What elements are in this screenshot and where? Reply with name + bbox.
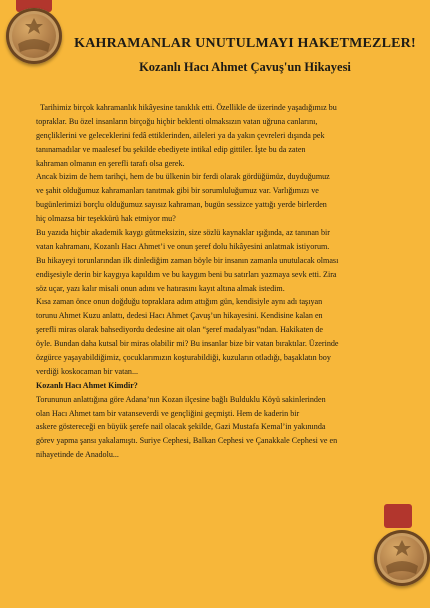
medal-icon xyxy=(370,492,430,608)
text-line: topraklar. Bu özel insanların birçoğu hiçbir beklenti olmaksızın vatan uğruna canlarını, xyxy=(36,116,318,126)
text-line: Torununun anlattığına göre Adana’nın Kozan ilçesine bağlı Bulduklu Köyü sakinlerinden xyxy=(36,394,326,404)
text-line: ve şahit olduğumuz kahramanları tanıtmak gibi bir sorumluluğumuz var. Varlığımızı ve xyxy=(36,186,319,196)
text-line: Bu hikayeyi torunlarından ilk dinlediğim zaman böyle bir insanın zamanla unutulacak olması xyxy=(36,255,339,265)
text-line: verdiği koskocaman bir vatan... xyxy=(36,366,139,376)
text-line: gençliklerini ve geleceklerini fedâ ettiklerinden, aileleri ya da yakın çevreleri dışında pek xyxy=(36,130,325,140)
text-line: Kısa zaman önce onun doğduğu topraklara adım attığım gün, kendisiyle aynı adı taşıyan xyxy=(36,297,323,307)
text-line: hiç olmazsa bir teşekkürü hak etmiyor mu? xyxy=(36,214,176,224)
text-line: görev yapma şansı yakalamıştı. Suriye Cephesi, Balkan Cephesi ve Çanakkale Cephesi ve en xyxy=(36,436,338,446)
medal-disc xyxy=(6,8,62,64)
text-line: nihayetinde de Anadolu... xyxy=(36,450,119,460)
text-line: özgürce yaşayabildiğimiz, çocuklarımızın koşturabildiği, kuzuların otladığı, başaklatın boy xyxy=(36,353,331,363)
text-line: askere göstereceği en büyük şerefe nail olacak şekilde, Gazi Mustafa Kemal’in yakınında xyxy=(36,422,326,432)
text-line: Ancak bizim de hem tarihçi, hem de bu ülkenin bir ferdi olarak gördüğümüz, duyduğumuz xyxy=(36,172,330,182)
text-line: bugünlerimizi borçlu olduğumuz sayısız kahraman, bugün sessizce yattığı yerde birlerden xyxy=(36,200,327,210)
article-body xyxy=(36,101,396,462)
page-title: KAHRAMANLAR UNUTULMAYI HAKETMEZLER! xyxy=(74,36,416,51)
text-line: öyle. Bundan daha kutsal bir miras olabilir mi? Bu insanlar bize bir vatan bıraktılar. Üzerinde xyxy=(36,339,339,349)
page-subtitle: Kozanlı Hacı Ahmet Çavuş'un Hikayesi xyxy=(139,60,351,74)
text-line: endişesiyle derin bir kaygıya kapıldım ve bu kaygım beni bu satırları yazmaya sevk etti. Zira xyxy=(36,269,337,279)
text-line: tanınamadılar ve maalesef bu şekilde ebediyete intikal edip gittiler. İşte bu da zaten xyxy=(36,144,306,154)
text-line: şerefli miras olarak bahsediyordu dedesine ait olan “şeref madalyası”ndan. Hakikaten de xyxy=(36,325,323,335)
section-heading: Kozanlı Hacı Ahmet Kimdir? xyxy=(36,380,138,390)
text-line: Tarihimiz birçok kahramanlık hikâyesine tanıklık etti. Özellikle de üzerinde yaşadığımız bu xyxy=(40,103,337,112)
medal-disc xyxy=(374,530,430,586)
text-line: vatan kahramanı, Kozanlı Hacı Ahmet’i ve onun şeref dolu hikâyesini anlatmak istiyorum. xyxy=(36,241,330,251)
text-line: olan Hacı Ahmet tam bir vatanseverdi ve gençliğini geçmişti. Hem de kaderin bir xyxy=(36,408,300,418)
text-line: torunu Ahmet Kuzu anlattı, dedesi Hacı Ahmet Çavuş’un hikayesini. Kendisine kalan en xyxy=(36,311,323,321)
text-line: Bu yazıda hiçbir akademik kaygı gütmeksizin, size sözlü kaynaklar ışığında, az tanınan bir xyxy=(36,228,330,238)
text-line: söz uçar, yazı kalır misali onun adını ve hatırasını kayıt altına almak istedim. xyxy=(36,283,285,293)
medal-ribbon xyxy=(384,504,412,528)
medal-icon xyxy=(4,0,64,81)
text-line: kahraman olmanın en şerefli tarafı olsa gerek. xyxy=(36,158,185,168)
